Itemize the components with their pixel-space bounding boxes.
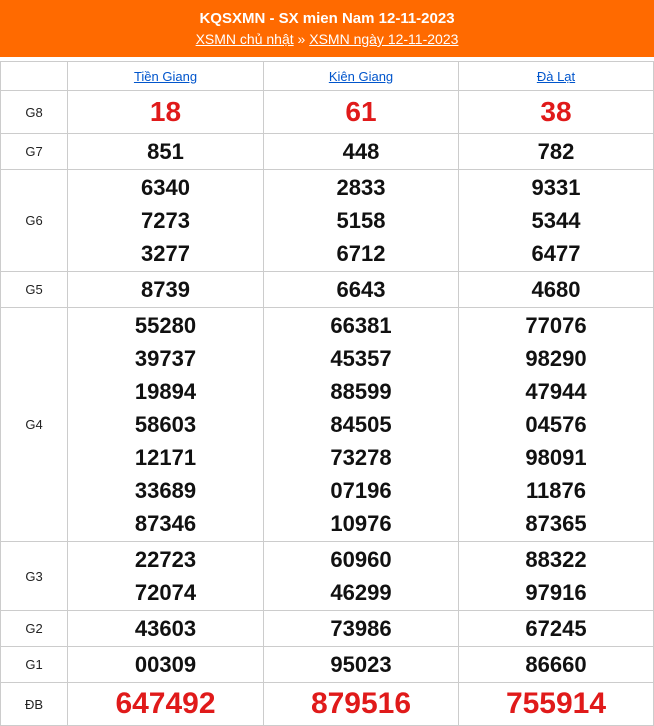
link-xsmn-sunday[interactable]: XSMN chủ nhật [195,31,294,47]
province-header [459,62,654,91]
prize-number: 86660 [525,652,587,677]
province-link-kien-giang[interactable]: Kiên Giang [328,68,394,84]
prize-cell [68,134,264,170]
prize-number: 18 [149,96,182,127]
province-link-tien-giang[interactable]: Tiền Giang [133,68,198,84]
prize-label: ĐB [1,683,68,726]
prize-number: 47944 [525,379,587,404]
prize-number: 11876 [526,478,586,503]
province-link-da-lat[interactable]: Đà Lạt [536,68,576,84]
prize-label: G4 [1,308,68,542]
prize-number: 2833 [336,175,386,200]
prize-cell [68,91,264,134]
prize-number: 88599 [330,379,392,404]
prize-cell [459,170,654,272]
prize-label: G6 [1,170,68,272]
prize-cell [459,611,654,647]
prize-label: G3 [1,542,68,611]
prize-cell [264,134,459,170]
prize-number: 98091 [525,445,587,470]
prize-row-g8 [1,91,654,134]
prize-number: 448 [342,139,380,164]
prize-number: 95023 [330,652,392,677]
prize-cell [68,308,264,542]
prize-cell [68,170,264,272]
prize-cell [68,542,264,611]
prize-cell [264,91,459,134]
prize-number: 46299 [330,580,392,605]
table-header-row [1,62,654,91]
prize-number: 7273 [141,208,190,233]
prize-number: 782 [537,139,575,164]
jackpot-number: 755914 [505,687,607,720]
prize-cell [264,647,459,683]
province-header [264,62,459,91]
prize-cell [264,170,459,272]
prize-cell [264,308,459,542]
jackpot-number: 647492 [115,687,216,720]
prize-number: 9331 [531,175,581,200]
prize-number: 39737 [134,346,197,371]
prize-number: 45357 [330,346,392,371]
prize-cell [459,272,654,308]
prize-label: G1 [1,647,68,683]
link-xsmn-date[interactable]: XSMN ngày 12-11-2023 [309,31,459,47]
prize-label: G7 [1,134,68,170]
prize-number: 6712 [336,241,386,266]
prize-cell [68,683,264,726]
prize-number: 3277 [141,241,190,266]
prize-number: 38 [540,96,572,127]
province-header [68,62,264,91]
prize-cell [264,683,459,726]
prize-row-g7 [1,134,654,170]
prize-number: 33689 [134,478,197,503]
prize-cell [264,611,459,647]
prize-number: 66381 [330,313,392,338]
prize-number: 5344 [531,208,581,233]
prize-number: 55280 [134,313,197,338]
prize-label: G8 [1,91,68,134]
prize-number: 12171 [134,445,197,470]
prize-cell [68,272,264,308]
results-table [0,61,654,726]
prize-number: 5158 [336,208,386,233]
prize-number: 4680 [531,277,581,302]
prize-number: 22723 [134,547,197,572]
prize-number: 07196 [330,478,392,503]
page-header [0,0,654,57]
prize-number: 67245 [525,616,587,641]
breadcrumb-separator: » [297,31,306,47]
prize-number: 73986 [330,616,392,641]
prize-row-db [1,683,654,726]
prize-number: 04576 [525,412,587,437]
prize-row-g4 [1,308,654,542]
prize-number: 6643 [336,277,386,302]
prize-number: 73278 [330,445,392,470]
prize-row-g3 [1,542,654,611]
prize-number: 58603 [134,412,197,437]
prize-number: 61 [345,96,377,127]
jackpot-number: 879516 [310,687,412,720]
prize-row-g2 [1,611,654,647]
prize-cell [264,542,459,611]
prize-cell [459,91,654,134]
prize-number: 00309 [134,652,197,677]
prize-number: 72074 [134,580,197,605]
prize-label: G2 [1,611,68,647]
prize-number: 43603 [134,616,197,641]
prize-number: 98290 [525,346,587,371]
prize-number: 88322 [525,547,587,572]
prize-row-g1 [1,647,654,683]
prize-number: 84505 [330,412,392,437]
prize-row-g6 [1,170,654,272]
prize-number: 87365 [525,511,587,536]
prize-cell [459,647,654,683]
prize-number: 851 [147,139,184,164]
prize-cell [68,611,264,647]
prize-cell [459,683,654,726]
prize-number: 8739 [141,277,190,302]
prize-number: 77076 [525,313,587,338]
prize-number: 87346 [134,511,197,536]
prize-label: G5 [1,272,68,308]
breadcrumb [0,30,654,48]
prize-number: 19894 [134,379,197,404]
prize-number: 97916 [525,580,587,605]
prize-cell [459,308,654,542]
prize-row-g5 [1,272,654,308]
prize-number: 6477 [531,241,581,266]
prize-cell [459,542,654,611]
prize-cell [68,647,264,683]
prize-number: 60960 [330,547,392,572]
prize-number: 6340 [141,175,190,200]
prize-number: 10976 [330,511,392,536]
corner-cell [1,62,68,91]
prize-cell [264,272,459,308]
prize-cell [459,134,654,170]
page-title: KQSXMN - SX mien Nam 12-11-2023 [199,10,455,27]
